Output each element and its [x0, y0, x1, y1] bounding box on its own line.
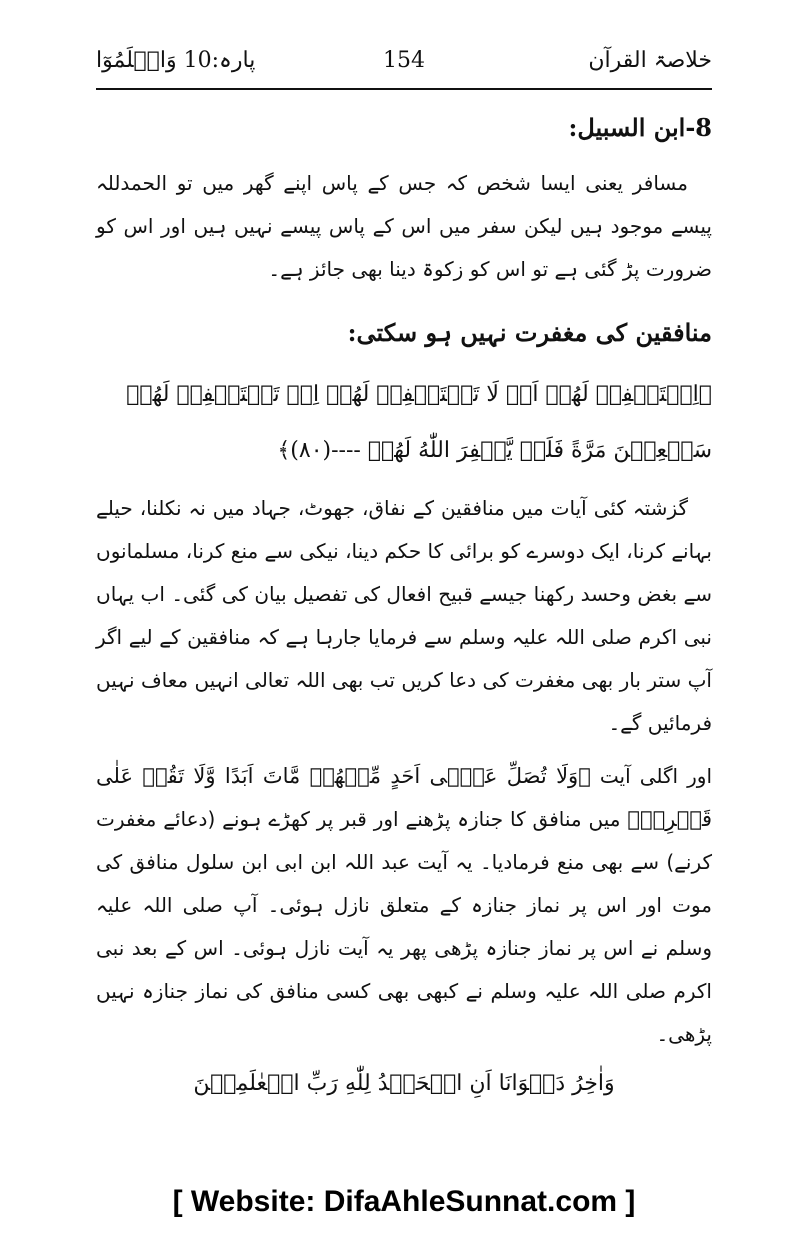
page-number: 154	[383, 48, 425, 73]
closing-dua: وَاٰخِرُ دَعۡوَانَا اَنِ الۡحَمۡدُ لِلّٰهِ رَبِّ الۡعٰلَمِيۡنَ	[193, 1071, 615, 1096]
page-header	[96, 48, 712, 82]
quran-ayah-84: ﴿وَلَا تُصَلِّ عَلٰۤى اَحَدٍ مِّنۡهُمۡ مَّاتَ اَبَدًا وَّلَا تَقُمۡ عَلٰى قَبۡرِهٖ﴾	[96, 764, 713, 831]
paragraph-munafiqeen: گزشتہ کئی آیات میں منافقین کے نفاق، جھوٹ، جہاد میں نہ نکلنا، حیلے بہانے کرنا، ایک دوسرے کو برائی کا حکم دینا، نیکی سے منع کرنا، مسلمانوں سے بغض وحسد رکھنا جیسے قبیح افعال کی تفصیل بیان کی گئی۔ اب یہاں نبی اکرم صلی اللہ علیہ وسلم سے فرمایا جارہا ہے کہ منافقین کے لیے اگر آپ ستر بار بھی مغفرت کی دعا کریں تب بھی اللہ تعالی انہیں معاف نہیں فرمائیں گے۔	[96, 496, 712, 735]
page-body	[96, 108, 712, 1106]
janaza-intro: اور اگلی آیت	[599, 764, 712, 788]
heading-ibn-sabil: 8-ابن السبیل:	[568, 113, 712, 142]
heading-munafiqeen: منافقین کی مغفرت نہیں ہو سکتی:	[347, 318, 712, 347]
book-title: خلاصۃ القرآن	[588, 48, 712, 73]
website-footer: [ Website: DifaAhleSunnat.com ]	[172, 1185, 636, 1218]
header-rule	[96, 88, 712, 90]
paragraph-janaza	[96, 755, 712, 1056]
quran-ayah-80: ﴿اِسۡتَغۡفِرۡ لَهُمۡ اَوۡ لَا تَسۡتَغۡفِرۡ لَهُمۡ اِنۡ تَسۡتَغۡفِرۡ لَهُمۡ سَبۡعِيۡنَ مَرَّةً فَلَنۡ يَّغۡفِرَ اللّٰهُ لَهُمۡ ----(۸۰)﴾	[126, 382, 712, 463]
paragraph-ibn-sabil: مسافر یعنی ایسا شخص کہ جس کے پاس اپنے گھر میں تو الحمدللہ پیسے موجود ہیں لیکن سفر میں اس کے پاس پیسے نہیں ہیں اور اس کو ضرورت پڑ گئی ہے تو اس کو زکوۃ دینا بھی جائز ہے۔	[96, 171, 712, 281]
janaza-text: میں منافق کا جنازہ پڑھنے اور قبر پر کھڑے ہونے (دعائے مغفرت کرنے) سے بھی منع فرمادیا۔ یہ آیت عبد اللہ ابن ابی ابن سلول منافق کی موت اور اس پر نماز جنازہ کے متعلق نازل ہوئی۔ آپ صلی اللہ علیہ وسلم نے اس پر نماز جنازہ پڑھی پھر یہ آیت نازل ہوئی۔ اس کے بعد نبی اکرم صلی اللہ علیہ وسلم نے کبھی بھی کسی منافق کی نماز جنازہ نہیں پڑھی۔	[96, 807, 712, 1046]
para-label: پارہ:10 وَاعۡلَمُوٓا	[96, 48, 256, 73]
